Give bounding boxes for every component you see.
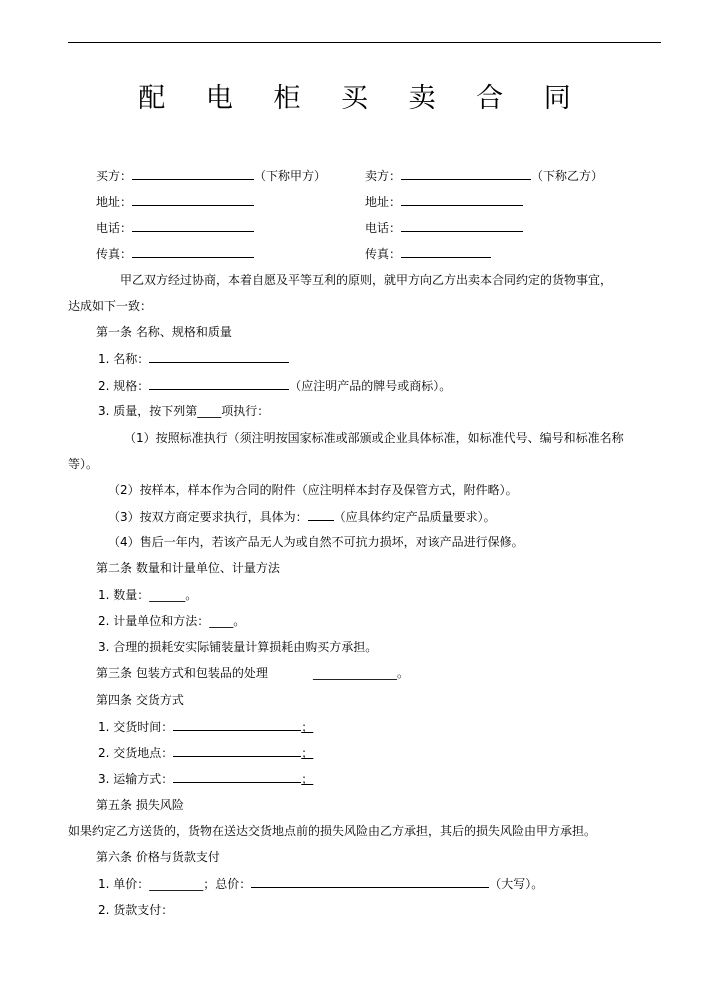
price-note: （大写）。	[489, 877, 544, 891]
transport-end: ；	[301, 772, 314, 786]
article-2-heading: 第二条 数量和计量单位、计量方法	[96, 561, 280, 575]
article-5-heading: 第五条 损失风险	[96, 798, 184, 812]
buyer-fax-row	[96, 245, 254, 262]
quality-option-1-cont: 等）。	[68, 457, 99, 471]
seller-fax-row	[365, 245, 491, 262]
buyer-row	[96, 167, 326, 184]
fax-label: 传真：	[96, 247, 133, 261]
article-4-heading: 第四条 交货方式	[96, 693, 184, 707]
delivery-time-label: 1. 交货时间：	[98, 720, 174, 734]
buyer-blank[interactable]	[132, 167, 254, 180]
seller-blank[interactable]	[401, 167, 531, 180]
art2-item-loss: 3. 合理的损耗安实际铺装量计算损耗由购买方承担。	[98, 640, 378, 654]
article-1-heading: 第一条 名称、规格和质量	[96, 325, 232, 339]
buyer-phone-blank[interactable]	[132, 219, 254, 232]
seller-address-row	[365, 193, 523, 210]
spec-note: （应注明产品的牌号或商标）。	[289, 379, 452, 393]
art4-item-place	[98, 744, 313, 761]
delivery-place-blank[interactable]	[173, 744, 301, 757]
buyer-fax-blank[interactable]	[132, 245, 254, 258]
delivery-place-label: 2. 交货地点：	[98, 746, 174, 760]
address-label: 地址：	[365, 195, 402, 209]
delivery-time-blank[interactable]	[173, 718, 301, 731]
art4-item-time	[98, 718, 313, 735]
art2-item-unit: 2. 计量单位和方法：____。	[98, 614, 246, 628]
art6-item-price	[98, 875, 543, 892]
quality-option-1: （1）按照标准执行（须注明按国家标准或部颁或企业具体标准，如标准代号、编号和标准名称	[124, 431, 624, 445]
option-3-blank[interactable]	[308, 508, 334, 521]
transport-label: 3. 运输方式：	[98, 772, 174, 786]
transport-blank[interactable]	[173, 770, 301, 783]
spec-label: 2. 规格：	[98, 379, 150, 393]
art5-body: 如果约定乙方送货的，货物在送达交货地点前的损失风险由乙方承担，其后的损失风险由甲方承担。	[68, 824, 597, 838]
intro-line-1: 甲乙双方经过协商，本着自愿及平等互利的原则，就甲方向乙方出卖本合同约定的货物事宜，	[120, 273, 613, 287]
phone-label: 电话：	[365, 221, 402, 235]
delivery-place-end: ；	[301, 746, 314, 760]
buyer-address-row	[96, 193, 254, 210]
intro-line-2: 达成如下一致：	[68, 299, 153, 313]
buyer-note: （下称甲方）	[254, 169, 327, 183]
article-3-heading: 第三条 包装方式和包装品的处理	[96, 666, 268, 680]
seller-phone-row	[365, 219, 523, 236]
option-3-note: （应具体约定产品质量要求）。	[333, 510, 496, 524]
art1-item-quality: 3. 质量，按下列第____项执行：	[98, 404, 270, 418]
spec-blank[interactable]	[149, 377, 289, 390]
quality-option-3	[108, 508, 496, 525]
seller-label: 卖方：	[365, 169, 402, 183]
quality-option-4: （4）售后一年内，若该产品无人为或自然不可抗力损坏，对该产品进行保修。	[108, 535, 524, 549]
option-3-text: （3）按双方商定要求执行，具体为：	[108, 510, 308, 524]
art1-item-name	[98, 350, 289, 367]
packaging-blank[interactable]: ______________。	[313, 666, 410, 680]
delivery-time-end: ；	[301, 720, 314, 734]
name-label: 1. 名称：	[98, 352, 150, 366]
article-6-heading: 第六条 价格与货款支付	[96, 850, 220, 864]
art4-item-transport	[98, 770, 313, 787]
buyer-address-blank[interactable]	[132, 193, 254, 206]
seller-fax-blank[interactable]	[401, 245, 491, 258]
buyer-phone-row	[96, 219, 254, 236]
top-rule	[68, 42, 661, 43]
total-price-blank[interactable]	[251, 875, 489, 888]
phone-label: 电话：	[96, 221, 133, 235]
seller-phone-blank[interactable]	[401, 219, 523, 232]
art1-item-spec	[98, 377, 451, 394]
name-blank[interactable]	[149, 350, 289, 363]
fax-label: 传真：	[365, 247, 402, 261]
quality-option-2: （2）按样本，样本作为合同的附件（应注明样本封存及保管方式，附件略）。	[108, 483, 518, 497]
seller-row	[365, 167, 603, 184]
seller-address-blank[interactable]	[401, 193, 523, 206]
buyer-label: 买方：	[96, 169, 133, 183]
page-title: 配 电 柜 买 卖 合 同	[138, 83, 587, 114]
art6-item-payment: 2. 货款支付：	[98, 903, 174, 917]
address-label: 地址：	[96, 195, 133, 209]
art2-item-quantity: 1. 数量：______。	[98, 588, 198, 602]
seller-note: （下称乙方）	[531, 169, 604, 183]
price-label: 1. 单价：_________；总价：	[98, 877, 252, 891]
